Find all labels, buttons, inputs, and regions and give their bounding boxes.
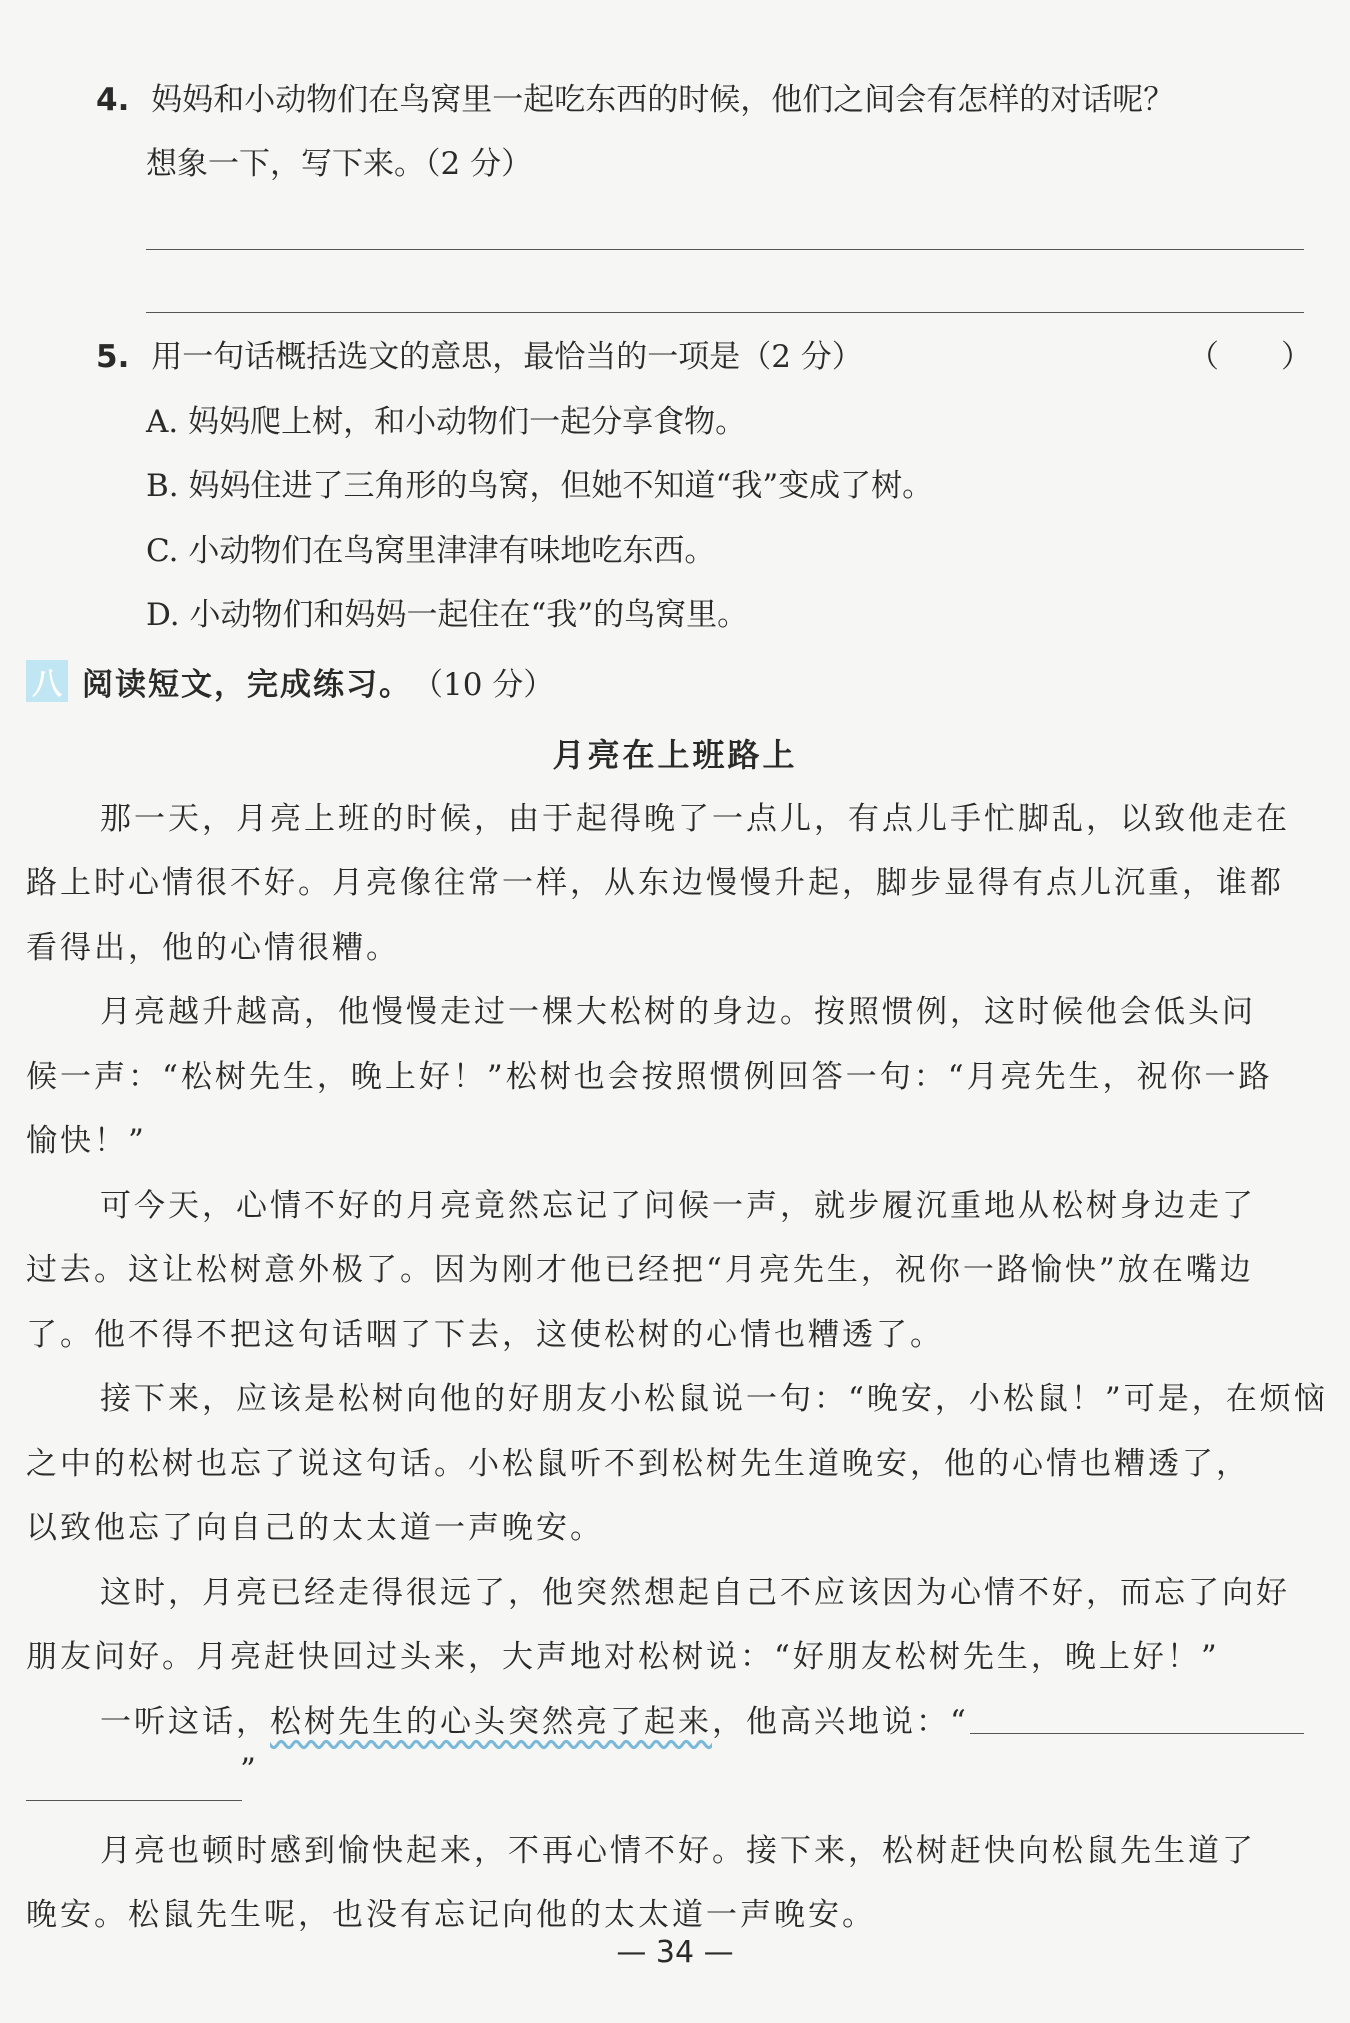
fill-in-close-quote: ”	[240, 1752, 259, 1788]
article-line: 可今天，心情不好的月亮竟然忘记了问候一声，就步履沉重地从松树身边走了	[100, 1188, 1256, 1224]
section-8-badge: 八	[26, 660, 68, 702]
article-line: 以致他忘了向自己的太太道一声晚安。	[26, 1510, 604, 1546]
article-line: 接下来，应该是松树向他的好朋友小松鼠说一句：“晚安，小松鼠！”可是，在烦恼	[100, 1381, 1328, 1417]
q5-answer-bracket[interactable]: （ ）	[1188, 339, 1312, 375]
section-8-header	[26, 657, 554, 705]
q5-stem: 用一句话概括选文的意思，最恰当的一项是（2 分）	[151, 339, 863, 375]
q4-line1	[96, 80, 1174, 120]
article-line: 月亮也顿时感到愉快起来，不再心情不好。接下来，松树赶快向松鼠先生道了	[100, 1833, 1256, 1869]
q4-answer-line-2[interactable]	[146, 312, 1304, 313]
article-line: 月亮越升越高，他慢慢走过一棵大松树的身边。按照惯例，这时候他会低头问	[100, 994, 1256, 1030]
article-line: 这时，月亮已经走得很远了，他突然想起自己不应该因为心情不好，而忘了向好	[100, 1575, 1290, 1611]
page-number: — 34 —	[616, 1935, 734, 1970]
fill-in-answer-line-1[interactable]	[970, 1733, 1304, 1734]
q5-option-b: B. 妈妈住进了三角形的鸟窝，但她不知道“我”变成了树。	[146, 468, 934, 504]
article-line: 朋友问好。月亮赶快回过头来，大声地对松树说：“好朋友松树先生，晚上好！”	[26, 1639, 1220, 1675]
q4-stem: 妈妈和小动物们在鸟窝里一起吃东西的时候，他们之间会有怎样的对话呢？	[151, 82, 1175, 118]
fill-in-sentence	[100, 1696, 969, 1741]
section-8-title: 阅读短文，完成练习。	[82, 666, 412, 703]
q5-option-a: A. 妈妈爬上树，和小动物们一起分享食物。	[146, 404, 747, 440]
wavy-underlined-phrase: 松树先生的心头突然亮了起来	[270, 1704, 712, 1740]
q5-stem-line	[96, 337, 863, 377]
q4-number: 4.	[96, 82, 130, 118]
article-line: 之中的松树也忘了说这句话。小松鼠听不到松树先生道晚安，他的心情也糟透了，	[26, 1446, 1250, 1482]
fill-in-suffix: ，他高兴地说：“	[712, 1704, 969, 1740]
article-line: 晚安。松鼠先生呢，也没有忘记向他的太太道一声晚安。	[26, 1897, 876, 1933]
q4-line2: 想象一下，写下来。（2 分）	[146, 146, 533, 182]
article-line: 路上时心情很不好。月亮像往常一样，从东边慢慢升起，脚步显得有点儿沉重，谁都	[26, 865, 1284, 901]
article-line: 候一声：“松树先生，晚上好！”松树也会按照惯例回答一句：“月亮先生，祝你一路	[26, 1059, 1273, 1095]
q4-answer-line-1[interactable]	[146, 249, 1304, 250]
q5-number: 5.	[96, 339, 130, 375]
q5-option-d: D. 小动物们和妈妈一起住在“我”的鸟窝里。	[146, 597, 749, 633]
article-line: 那一天，月亮上班的时候，由于起得晚了一点儿，有点儿手忙脚乱，以致他走在	[100, 801, 1290, 837]
fill-in-answer-line-2[interactable]	[26, 1800, 242, 1801]
q5-option-c: C. 小动物们在鸟窝里津津有味地吃东西。	[146, 533, 716, 569]
article-title: 月亮在上班路上	[552, 736, 798, 774]
section-8-score: （10 分）	[412, 666, 555, 703]
fill-in-prefix: 一听这话，	[100, 1704, 270, 1740]
article-line: 过去。这让松树意外极了。因为刚才他已经把“月亮先生，祝你一路愉快”放在嘴边	[26, 1252, 1254, 1288]
article-line: 了。他不得不把这句话咽了下去，这使松树的心情也糟透了。	[26, 1317, 944, 1353]
article-line: 愉快！”	[26, 1123, 147, 1159]
article-line: 看得出，他的心情很糟。	[26, 930, 400, 966]
